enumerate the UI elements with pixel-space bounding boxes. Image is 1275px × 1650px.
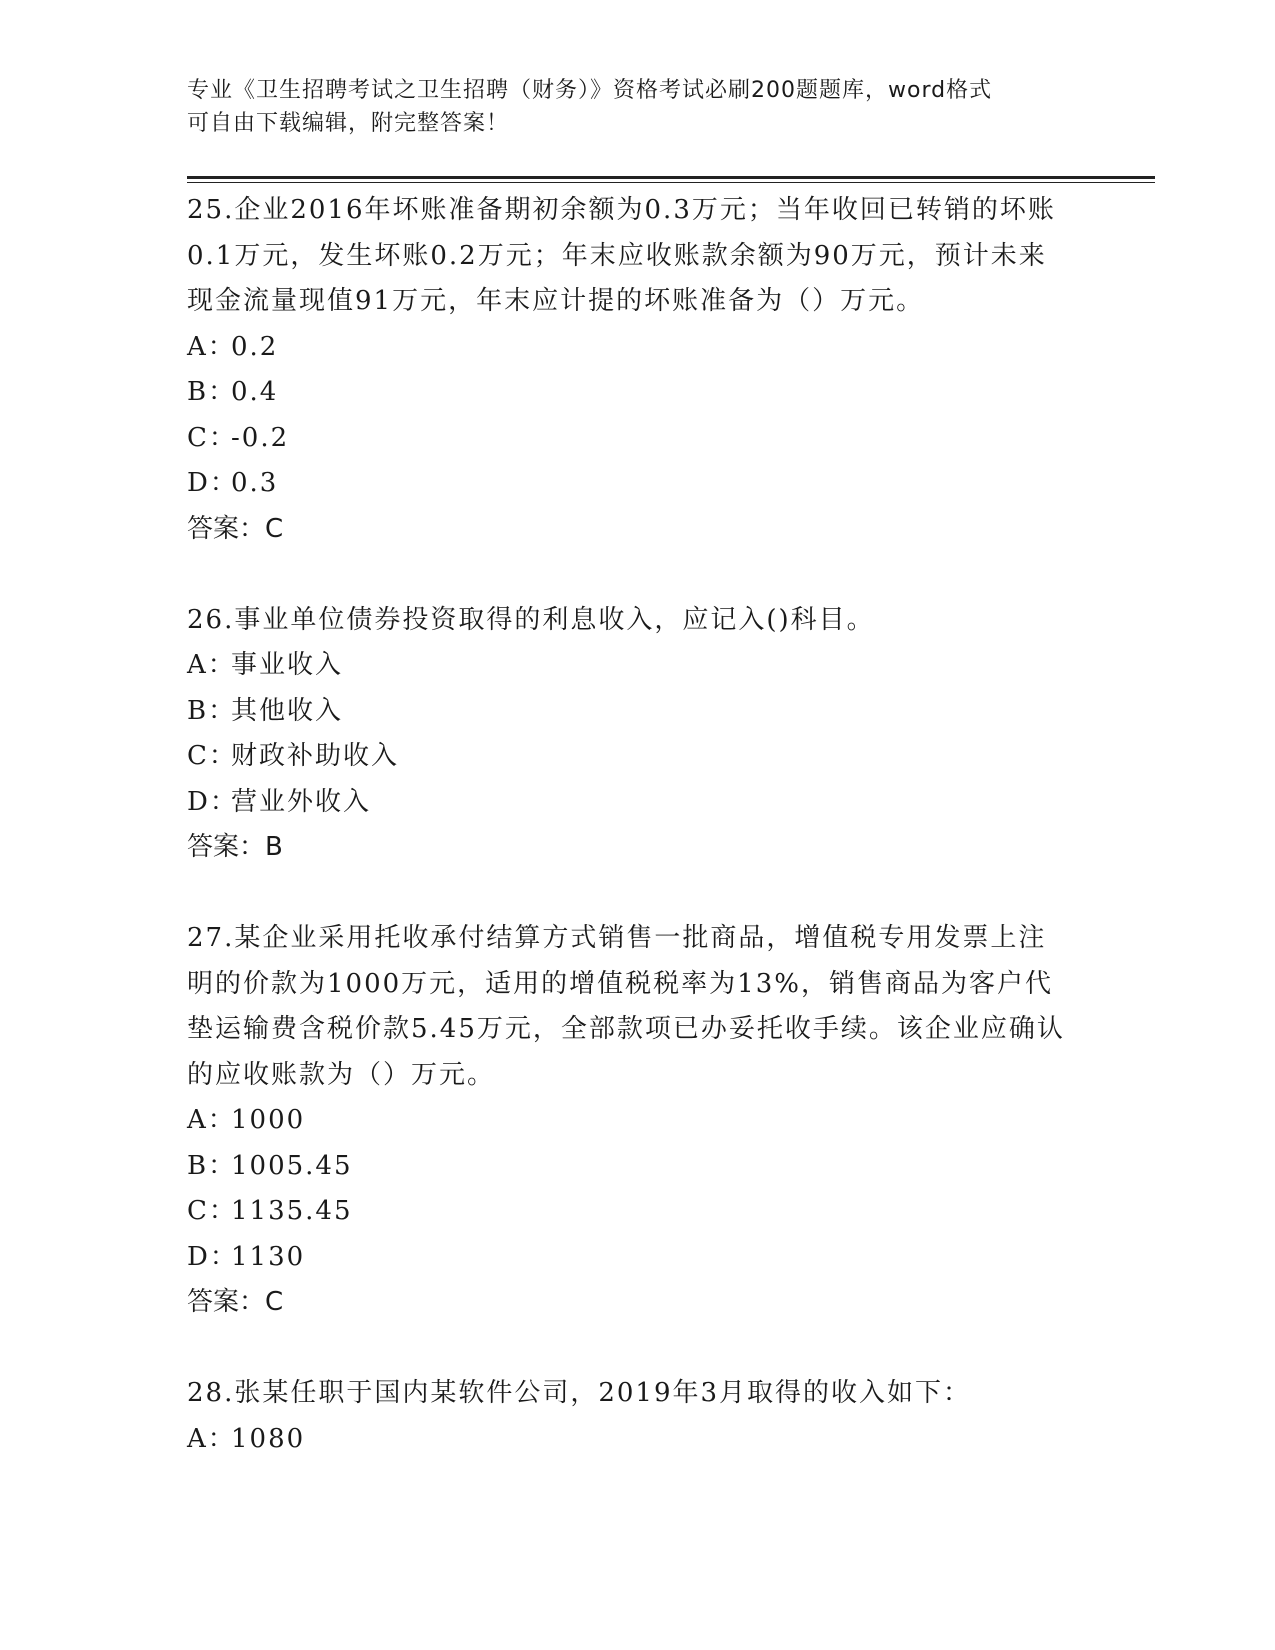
spacer	[187, 552, 1067, 598]
option-c	[187, 1189, 1067, 1235]
question-26	[187, 598, 1067, 871]
question-25	[187, 188, 1067, 552]
option-d	[187, 780, 1067, 826]
question-stem: 28.张某任职于国内某软件公司，2019年3月取得的收入如下：	[187, 1378, 972, 1408]
option-text: 1005.45	[231, 1150, 353, 1181]
option-c	[187, 734, 1067, 780]
question-stem: 25.企业2016年坏账准备期初余额为0.3万元；当年收回已转销的坏账0.1万元，发生坏账0.2万元；年末应收账款余额为90万元，预计未来现金流量现值91万元，年末应计提的坏账准备为（）万元。	[187, 195, 1056, 316]
option-text: 1080	[231, 1423, 306, 1454]
question-28	[187, 1371, 1067, 1462]
option-letter: B：	[187, 1150, 237, 1181]
spacer	[187, 871, 1067, 917]
option-letter: D：	[187, 468, 238, 498]
option-b	[187, 1144, 1067, 1190]
answer-line: 答案：B	[187, 832, 283, 862]
option-a	[187, 1098, 1067, 1144]
option-letter: C：	[187, 741, 237, 771]
option-letter: A：	[187, 331, 236, 362]
option-letter: D：	[187, 786, 238, 817]
question-stem: 26.事业单位债券投资取得的利息收入，应记入()科目。	[187, 604, 875, 635]
option-text: 1130	[231, 1241, 306, 1272]
option-letter: C：	[187, 422, 237, 453]
option-text: 1000	[231, 1105, 306, 1135]
question-list	[187, 188, 1067, 1462]
option-letter: D：	[187, 1241, 238, 1272]
option-a	[187, 643, 1067, 689]
option-letter: B：	[187, 695, 237, 726]
question-stem: 27.某企业采用托收承付结算方式销售一批商品，增值税专用发票上注明的价款为1000万元，适用的增值税税率为13%，销售商品为客户代垫运输费含税价款5.45万元，全部款项已办妥托收手续。该企业应确认的应收账款为（）万元。	[187, 923, 1065, 1090]
option-d	[187, 1235, 1067, 1281]
option-letter: C：	[187, 1196, 237, 1226]
spacer	[187, 1326, 1067, 1372]
option-d	[187, 461, 1067, 507]
header-divider-thick	[187, 176, 1155, 179]
option-text: 事业收入	[231, 650, 344, 680]
option-text: 其他收入	[231, 695, 344, 726]
option-text: 0.3	[231, 468, 279, 498]
answer-line: 答案：C	[187, 513, 284, 544]
header-line-2: 可自由下载编辑，附完整答案！	[187, 111, 510, 136]
document-header	[187, 74, 1067, 140]
answer-line: 答案：C	[187, 1287, 284, 1317]
option-text: 0.2	[231, 331, 279, 362]
option-text: 1135.45	[231, 1196, 353, 1226]
option-a	[187, 1417, 1067, 1463]
option-b	[187, 370, 1067, 416]
option-b	[187, 689, 1067, 735]
option-letter: B：	[187, 377, 237, 407]
option-letter: A：	[187, 650, 236, 680]
option-text: 营业外收入	[231, 786, 372, 817]
option-letter: A：	[187, 1423, 236, 1454]
option-text: 财政补助收入	[231, 741, 400, 771]
header-divider-thin	[187, 182, 1155, 183]
option-text: -0.2	[231, 422, 290, 453]
option-c	[187, 416, 1067, 462]
option-a	[187, 325, 1067, 371]
question-27	[187, 916, 1067, 1326]
option-text: 0.4	[231, 377, 279, 407]
option-letter: A：	[187, 1105, 236, 1135]
header-line-1: 专业《卫生招聘考试之卫生招聘（财务）》资格考试必刷200题题库，word格式	[187, 78, 993, 103]
